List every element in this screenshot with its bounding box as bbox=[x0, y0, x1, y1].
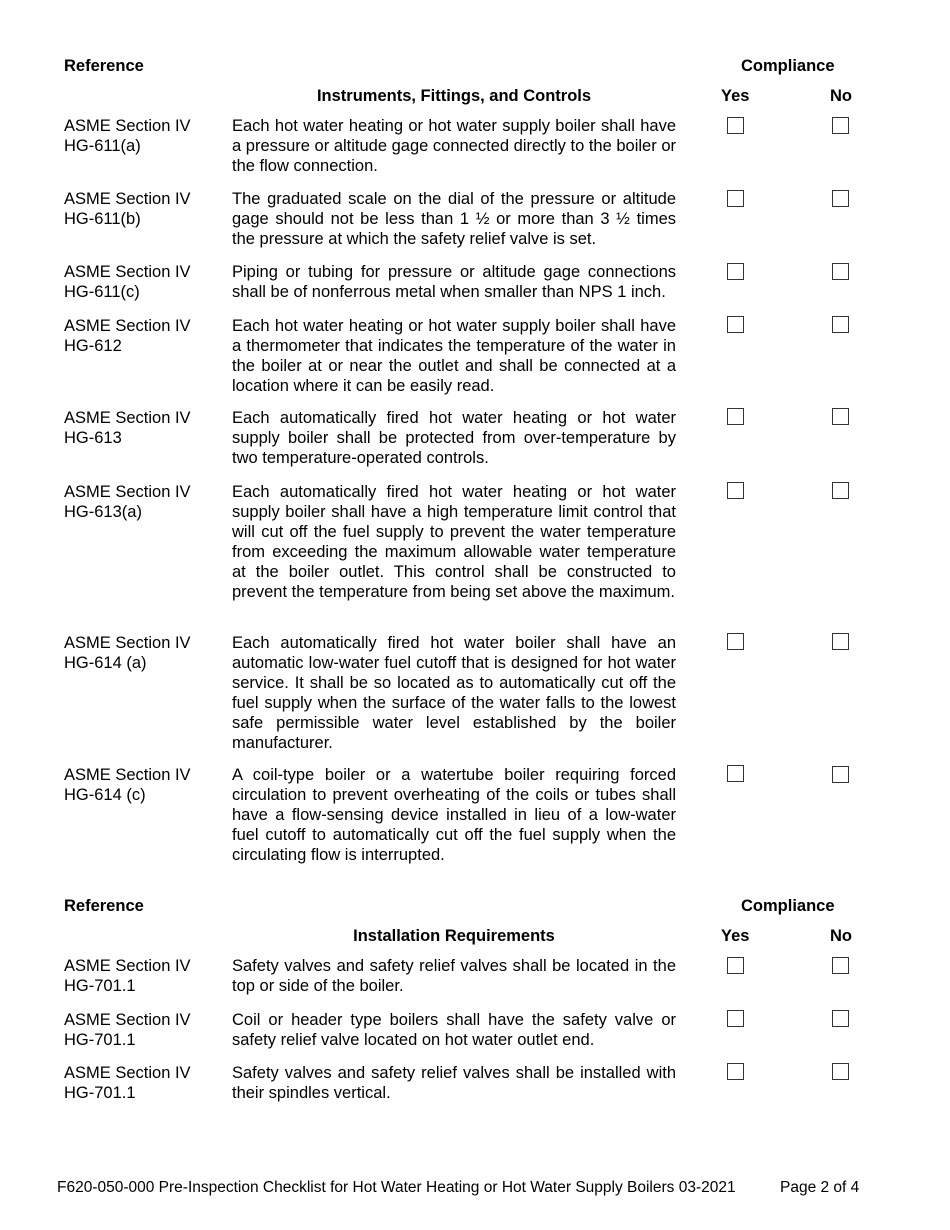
reference-paragraph: HG-701.1 bbox=[64, 1084, 136, 1102]
compliance-yes-checkbox[interactable] bbox=[727, 316, 744, 333]
reference-cell bbox=[64, 956, 214, 996]
reference-code: ASME Section IV bbox=[64, 483, 191, 501]
reference-header: Reference bbox=[64, 57, 144, 75]
reference-cell bbox=[64, 1010, 214, 1050]
reference-code: ASME Section IV bbox=[64, 1064, 191, 1082]
reference-paragraph: HG-614 (a) bbox=[64, 654, 147, 672]
compliance-yes-checkbox[interactable] bbox=[727, 957, 744, 974]
requirement-text: Coil or header type boilers shall have the safety valve or safety relief valve located on hot water outlet end. bbox=[232, 1011, 676, 1049]
compliance-no-checkbox[interactable] bbox=[832, 263, 849, 280]
compliance-yes-checkbox[interactable] bbox=[727, 633, 744, 650]
reference-cell bbox=[64, 482, 214, 522]
reference-cell bbox=[64, 316, 214, 356]
reference-cell bbox=[64, 262, 214, 302]
compliance-no-checkbox[interactable] bbox=[832, 190, 849, 207]
reference-cell bbox=[64, 189, 214, 229]
reference-code: ASME Section IV bbox=[64, 263, 191, 281]
compliance-no-checkbox[interactable] bbox=[832, 408, 849, 425]
yes-column-header: Yes bbox=[721, 927, 750, 945]
reference-cell bbox=[64, 633, 214, 673]
reference-code: ASME Section IV bbox=[64, 1011, 191, 1029]
reference-paragraph: HG-611(c) bbox=[64, 283, 140, 301]
reference-code: ASME Section IV bbox=[64, 117, 191, 135]
reference-cell bbox=[64, 116, 214, 156]
compliance-yes-checkbox[interactable] bbox=[727, 482, 744, 499]
compliance-no-checkbox[interactable] bbox=[832, 766, 849, 783]
requirement-text: The graduated scale on the dial of the pressure or altitude gage should not be less than 1 ½ or more than 3 ½ times the pressure at which the safety relief valve is set. bbox=[232, 190, 676, 248]
reference-cell bbox=[64, 1063, 214, 1103]
reference-cell bbox=[64, 408, 214, 448]
compliance-no-checkbox[interactable] bbox=[832, 1010, 849, 1027]
compliance-yes-checkbox[interactable] bbox=[727, 765, 744, 782]
compliance-yes-checkbox[interactable] bbox=[727, 1063, 744, 1080]
yes-column-header: Yes bbox=[721, 87, 750, 105]
compliance-yes-checkbox[interactable] bbox=[727, 263, 744, 280]
footer-form-title: F620-050-000 Pre-Inspection Checklist for Hot Water Heating or Hot Water Supply Boilers 03-2021 bbox=[57, 1179, 736, 1196]
compliance-yes-checkbox[interactable] bbox=[727, 1010, 744, 1027]
no-column-header: No bbox=[830, 87, 852, 105]
compliance-no-checkbox[interactable] bbox=[832, 316, 849, 333]
requirement-text: Safety valves and safety relief valves shall be installed with their spindles vertical. bbox=[232, 1064, 676, 1102]
requirement-text: Safety valves and safety relief valves shall be located in the top or side of the boiler. bbox=[232, 957, 676, 995]
reference-header: Reference bbox=[64, 897, 144, 915]
reference-paragraph: HG-701.1 bbox=[64, 977, 136, 995]
reference-code: ASME Section IV bbox=[64, 409, 191, 427]
reference-code: ASME Section IV bbox=[64, 766, 191, 784]
reference-cell bbox=[64, 765, 214, 805]
reference-code: ASME Section IV bbox=[64, 317, 191, 335]
requirement-text: Each hot water heating or hot water supply boiler shall have a pressure or altitude gage connected directly to the boiler or the flow connection. bbox=[232, 117, 676, 175]
reference-paragraph: HG-614 (c) bbox=[64, 786, 146, 804]
reference-paragraph: HG-611(a) bbox=[64, 137, 141, 155]
footer-page-number: Page 2 of 4 bbox=[780, 1179, 860, 1196]
reference-code: ASME Section IV bbox=[64, 957, 191, 975]
reference-paragraph: HG-701.1 bbox=[64, 1031, 136, 1049]
requirement-text: Piping or tubing for pressure or altitude gage connections shall be of nonferrous metal when smaller than NPS 1 inch. bbox=[232, 263, 676, 301]
reference-paragraph: HG-613 bbox=[64, 429, 122, 447]
requirement-text: Each automatically fired hot water boiler shall have an automatic low-water fuel cutoff that is designed for hot water service. It shall be so located as to automatically cut off the fuel supply when the surface of the water falls to the lowest safe permissible water level established by the boiler manufacturer. bbox=[232, 634, 676, 752]
no-column-header: No bbox=[830, 927, 852, 945]
reference-paragraph: HG-612 bbox=[64, 337, 122, 355]
requirement-text: Each automatically fired hot water heating or hot water supply boiler shall be protected from over-temperature by two temperature-operated controls. bbox=[232, 409, 676, 467]
section-title: Instruments, Fittings, and Controls bbox=[316, 87, 592, 105]
reference-paragraph: HG-613(a) bbox=[64, 503, 142, 521]
reference-code: ASME Section IV bbox=[64, 190, 191, 208]
compliance-yes-checkbox[interactable] bbox=[727, 408, 744, 425]
compliance-no-checkbox[interactable] bbox=[832, 1063, 849, 1080]
compliance-header: Compliance bbox=[741, 897, 835, 915]
requirement-text: Each hot water heating or hot water supply boiler shall have a thermometer that indicates the temperature of the water in the boiler at or near the outlet and shall be connected at a location where it can be easily read. bbox=[232, 317, 676, 395]
compliance-no-checkbox[interactable] bbox=[832, 633, 849, 650]
compliance-no-checkbox[interactable] bbox=[832, 117, 849, 134]
compliance-yes-checkbox[interactable] bbox=[727, 190, 744, 207]
compliance-no-checkbox[interactable] bbox=[832, 482, 849, 499]
compliance-header: Compliance bbox=[741, 57, 835, 75]
requirement-text: A coil-type boiler or a watertube boiler requiring forced circulation to prevent overheating of the coils or tubes shall have a flow-sensing device installed in lieu of a low-water fuel cutoff to automatically cut off the fuel supply when the circulating flow is interrupted. bbox=[232, 766, 676, 864]
compliance-yes-checkbox[interactable] bbox=[727, 117, 744, 134]
compliance-no-checkbox[interactable] bbox=[832, 957, 849, 974]
section-title: Installation Requirements bbox=[353, 927, 555, 945]
reference-paragraph: HG-611(b) bbox=[64, 210, 141, 228]
requirement-text: Each automatically fired hot water heating or hot water supply boiler shall have a high temperature limit control that will cut off the fuel supply to prevent the water temperature from exceeding the maximum allowable water temperature at the boiler outlet. This control shall be constructed to prevent the temperature from being set above the maximum. bbox=[232, 483, 676, 601]
reference-code: ASME Section IV bbox=[64, 634, 191, 652]
